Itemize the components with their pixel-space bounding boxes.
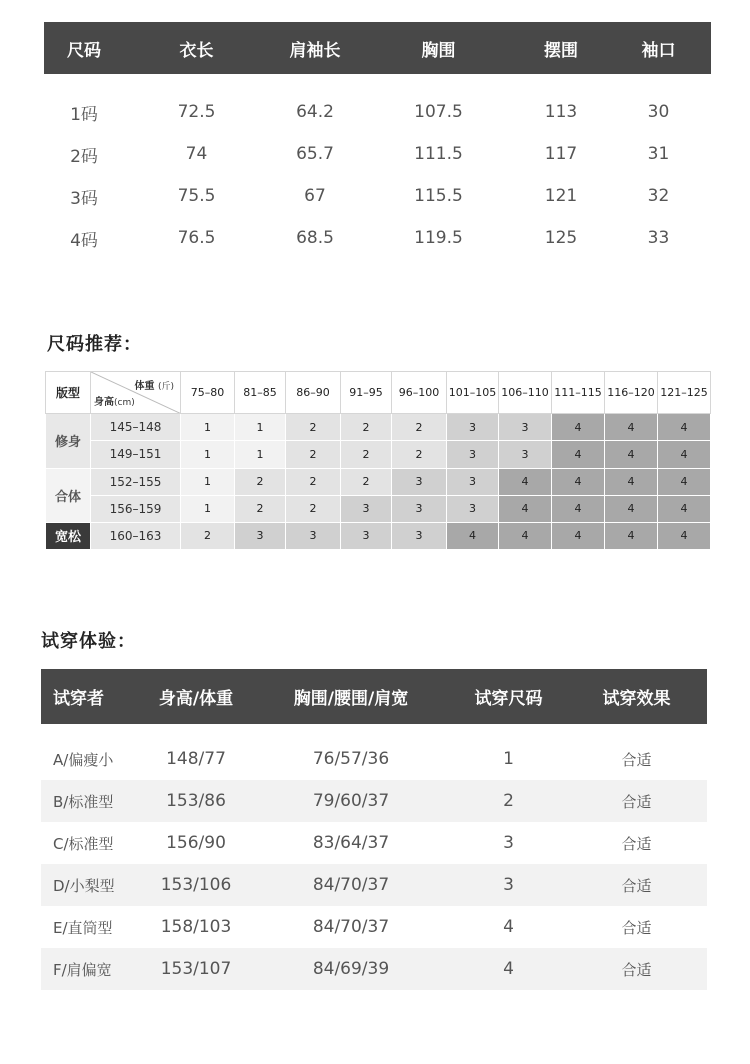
size-rec-cell: 2: [392, 441, 447, 468]
size-cell: 30: [647, 102, 670, 122]
trial-size-cell: 4: [503, 917, 514, 937]
corner-cell: [91, 372, 181, 414]
size-header-cell: 摆围: [544, 40, 578, 61]
height-label: 身高: [94, 397, 114, 409]
size-cell: 76.5: [177, 228, 216, 248]
size-rec-cell: 4: [552, 468, 605, 495]
size-rec-cell: 2: [341, 468, 392, 495]
trial-table-header: [41, 669, 707, 724]
size-cell: 32: [647, 186, 670, 206]
recommend-row: [46, 468, 711, 495]
size-rec-cell: 3: [341, 495, 392, 522]
fit-type-slim: 修身: [46, 414, 91, 468]
size-rec-cell: 4: [552, 522, 605, 549]
tester-cell: C/标准型: [53, 834, 114, 853]
size-cell: 4码: [70, 230, 98, 251]
size-rec-cell: 4: [605, 441, 658, 468]
size-cell: 107.5: [414, 102, 463, 122]
size-rec-cell: 4: [605, 522, 658, 549]
table-row: [44, 133, 711, 175]
size-rec-cell: 2: [286, 468, 341, 495]
size-cell: 72.5: [177, 102, 216, 122]
size-rec-cell: 4: [499, 495, 552, 522]
size-cell: 67: [304, 186, 326, 206]
size-rec-cell: 1: [235, 441, 286, 468]
weight-range: 106–110: [499, 372, 552, 414]
size-cell: 1码: [70, 104, 98, 125]
size-rec-cell: 2: [286, 495, 341, 522]
fit-result-cell: 合适: [621, 834, 652, 853]
size-rec-cell: 4: [447, 522, 499, 549]
size-cell: 64.2: [296, 102, 334, 122]
height-weight-cell: 153/106: [160, 875, 232, 895]
size-cell: 68.5: [296, 228, 334, 248]
size-rec-cell: 3: [447, 495, 499, 522]
size-cell: 111.5: [414, 144, 463, 164]
trial-header-cell: 试穿者: [53, 689, 104, 709]
table-row: [41, 780, 707, 822]
measurements-cell: 83/64/37: [312, 833, 390, 853]
size-cell: 65.7: [296, 144, 334, 164]
weight-range: 75–80: [181, 372, 235, 414]
size-cell: 75.5: [177, 186, 216, 206]
size-rec-cell: 4: [552, 441, 605, 468]
table-row: [41, 738, 707, 780]
size-cell: 125: [544, 228, 578, 248]
tester-cell: E/直筒型: [53, 918, 113, 937]
fit-result-cell: 合适: [621, 876, 652, 895]
weight-range: 81–85: [235, 372, 286, 414]
measurements-cell: 84/70/37: [312, 875, 390, 895]
size-rec-cell: 1: [181, 414, 235, 441]
size-rec-cell: 4: [499, 468, 552, 495]
fit-type-loose: 宽松: [46, 522, 91, 549]
table-row: [44, 91, 711, 133]
size-rec-cell: 3: [392, 495, 447, 522]
tester-cell: F/肩偏宽: [53, 960, 112, 979]
size-rec-cell: 4: [658, 441, 711, 468]
table-row: [41, 948, 707, 990]
weight-range: 116–120: [605, 372, 658, 414]
height-weight-cell: 158/103: [160, 917, 232, 937]
weight-label: 体重: [134, 381, 155, 392]
trial-header-cell: 胸围/腰围/肩宽: [293, 689, 409, 709]
size-rec-cell: 3: [286, 522, 341, 549]
trial-table-body: [41, 724, 707, 990]
table-row: [44, 217, 711, 259]
size-rec-cell: 4: [658, 495, 711, 522]
height-weight-cell: 153/86: [166, 791, 226, 811]
size-rec-cell: 2: [341, 414, 392, 441]
size-cell: 3码: [70, 188, 98, 209]
weight-range: 111–115: [552, 372, 605, 414]
size-rec-cell: 3: [499, 441, 552, 468]
height-weight-cell: 156/90: [166, 833, 226, 853]
size-rec-cell: 3: [341, 522, 392, 549]
size-rec-cell: 4: [605, 468, 658, 495]
size-cell: 119.5: [414, 228, 463, 248]
weight-range: 86–90: [286, 372, 341, 414]
trial-header-cell: 试穿尺码: [474, 689, 543, 709]
size-rec-cell: 3: [235, 522, 286, 549]
size-rec-cell: 3: [447, 414, 499, 441]
size-cell: 74: [185, 144, 208, 164]
size-cell: 113: [544, 102, 578, 122]
height-range: 145–148: [91, 414, 181, 441]
size-rec-cell: 2: [235, 495, 286, 522]
fit-result-cell: 合适: [621, 960, 652, 979]
size-header-cell: 袖口: [641, 40, 676, 61]
size-rec-cell: 4: [499, 522, 552, 549]
size-rec-cell: 2: [392, 414, 447, 441]
height-range: 156–159: [91, 495, 181, 522]
height-unit: (cm): [114, 398, 135, 409]
fit-result-cell: 合适: [621, 750, 652, 769]
height-range: 160–163: [91, 522, 181, 549]
size-rec-cell: 2: [286, 441, 341, 468]
size-table-header: [44, 22, 711, 74]
table-row: [41, 906, 707, 948]
size-rec-cell: 1: [181, 495, 235, 522]
size-rec-cell: 4: [605, 414, 658, 441]
recommend-row: [46, 522, 711, 549]
size-rec-cell: 1: [235, 414, 286, 441]
weight-range: 121–125: [658, 372, 711, 414]
height-range: 149–151: [91, 441, 181, 468]
recommend-header-row: [46, 372, 711, 414]
fit-result-cell: 合适: [621, 918, 652, 937]
size-cell: 121: [544, 186, 578, 206]
trial-size-cell: 2: [503, 791, 514, 811]
size-rec-cell: 4: [658, 522, 711, 549]
size-cell: 117: [544, 144, 578, 164]
table-row: [41, 864, 707, 906]
size-rec-cell: 3: [447, 441, 499, 468]
size-rec-cell: 3: [499, 414, 552, 441]
recommend-title: 尺码推荐：: [47, 334, 142, 355]
type-header-label: 版型: [55, 386, 80, 401]
weight-range: 96–100: [392, 372, 447, 414]
weight-range: 91–95: [341, 372, 392, 414]
trial-header-cell: 试穿效果: [602, 689, 671, 709]
measurements-cell: 79/60/37: [312, 791, 390, 811]
recommend-row: [46, 495, 711, 522]
size-rec-cell: 4: [605, 495, 658, 522]
trial-size-cell: 4: [503, 959, 514, 979]
size-cell: 2码: [70, 146, 98, 167]
size-rec-cell: 2: [181, 522, 235, 549]
weight-range: 101–105: [447, 372, 499, 414]
size-header-cell: 胸围: [421, 40, 456, 61]
trial-table: [41, 669, 707, 990]
trial-size-cell: 3: [503, 875, 514, 895]
size-rec-cell: 2: [286, 414, 341, 441]
tester-cell: D/小梨型: [53, 876, 115, 895]
size-rec-cell: 1: [181, 468, 235, 495]
weight-header: [134, 377, 174, 392]
size-header-cell: 肩袖长: [289, 40, 341, 61]
size-header-cell: 尺码: [67, 40, 101, 61]
measurements-cell: 84/70/37: [312, 917, 390, 937]
recommend-table: [45, 371, 711, 550]
measurements-cell: 84/69/39: [312, 959, 390, 979]
tester-cell: B/标准型: [53, 792, 114, 811]
size-rec-cell: 4: [658, 414, 711, 441]
size-rec-cell: 4: [552, 495, 605, 522]
height-weight-cell: 148/77: [166, 749, 226, 769]
size-cell: 115.5: [414, 186, 463, 206]
trial-header-cell: 身高/体重: [158, 689, 234, 709]
size-table-body: [44, 74, 711, 259]
table-row: [41, 822, 707, 864]
size-rec-cell: 2: [235, 468, 286, 495]
fit-result-cell: 合适: [621, 792, 652, 811]
recommend-row: [46, 414, 711, 441]
fit-type-regular: 合体: [46, 468, 91, 522]
size-cell: 33: [647, 228, 670, 248]
height-header: [94, 393, 135, 408]
size-rec-cell: 4: [552, 414, 605, 441]
height-weight-cell: 153/107: [160, 959, 232, 979]
size-rec-cell: 1: [181, 441, 235, 468]
weight-unit: (斤): [157, 382, 174, 392]
measurements-cell: 76/57/36: [312, 749, 390, 769]
trial-size-cell: 3: [503, 833, 514, 853]
size-table: [44, 22, 711, 259]
height-range: 152–155: [91, 468, 181, 495]
trial-title: 试穿体验：: [41, 631, 136, 652]
size-cell: 31: [647, 144, 670, 164]
size-rec-cell: 4: [658, 468, 711, 495]
size-rec-cell: 2: [341, 441, 392, 468]
size-rec-cell: 3: [447, 468, 499, 495]
table-row: [44, 175, 711, 217]
type-header: [46, 372, 91, 414]
trial-size-cell: 1: [503, 749, 514, 769]
recommend-row: [46, 441, 711, 468]
tester-cell: A/偏瘦小: [53, 750, 114, 769]
size-rec-cell: 3: [392, 522, 447, 549]
size-rec-cell: 3: [392, 468, 447, 495]
size-header-cell: 衣长: [179, 40, 214, 61]
